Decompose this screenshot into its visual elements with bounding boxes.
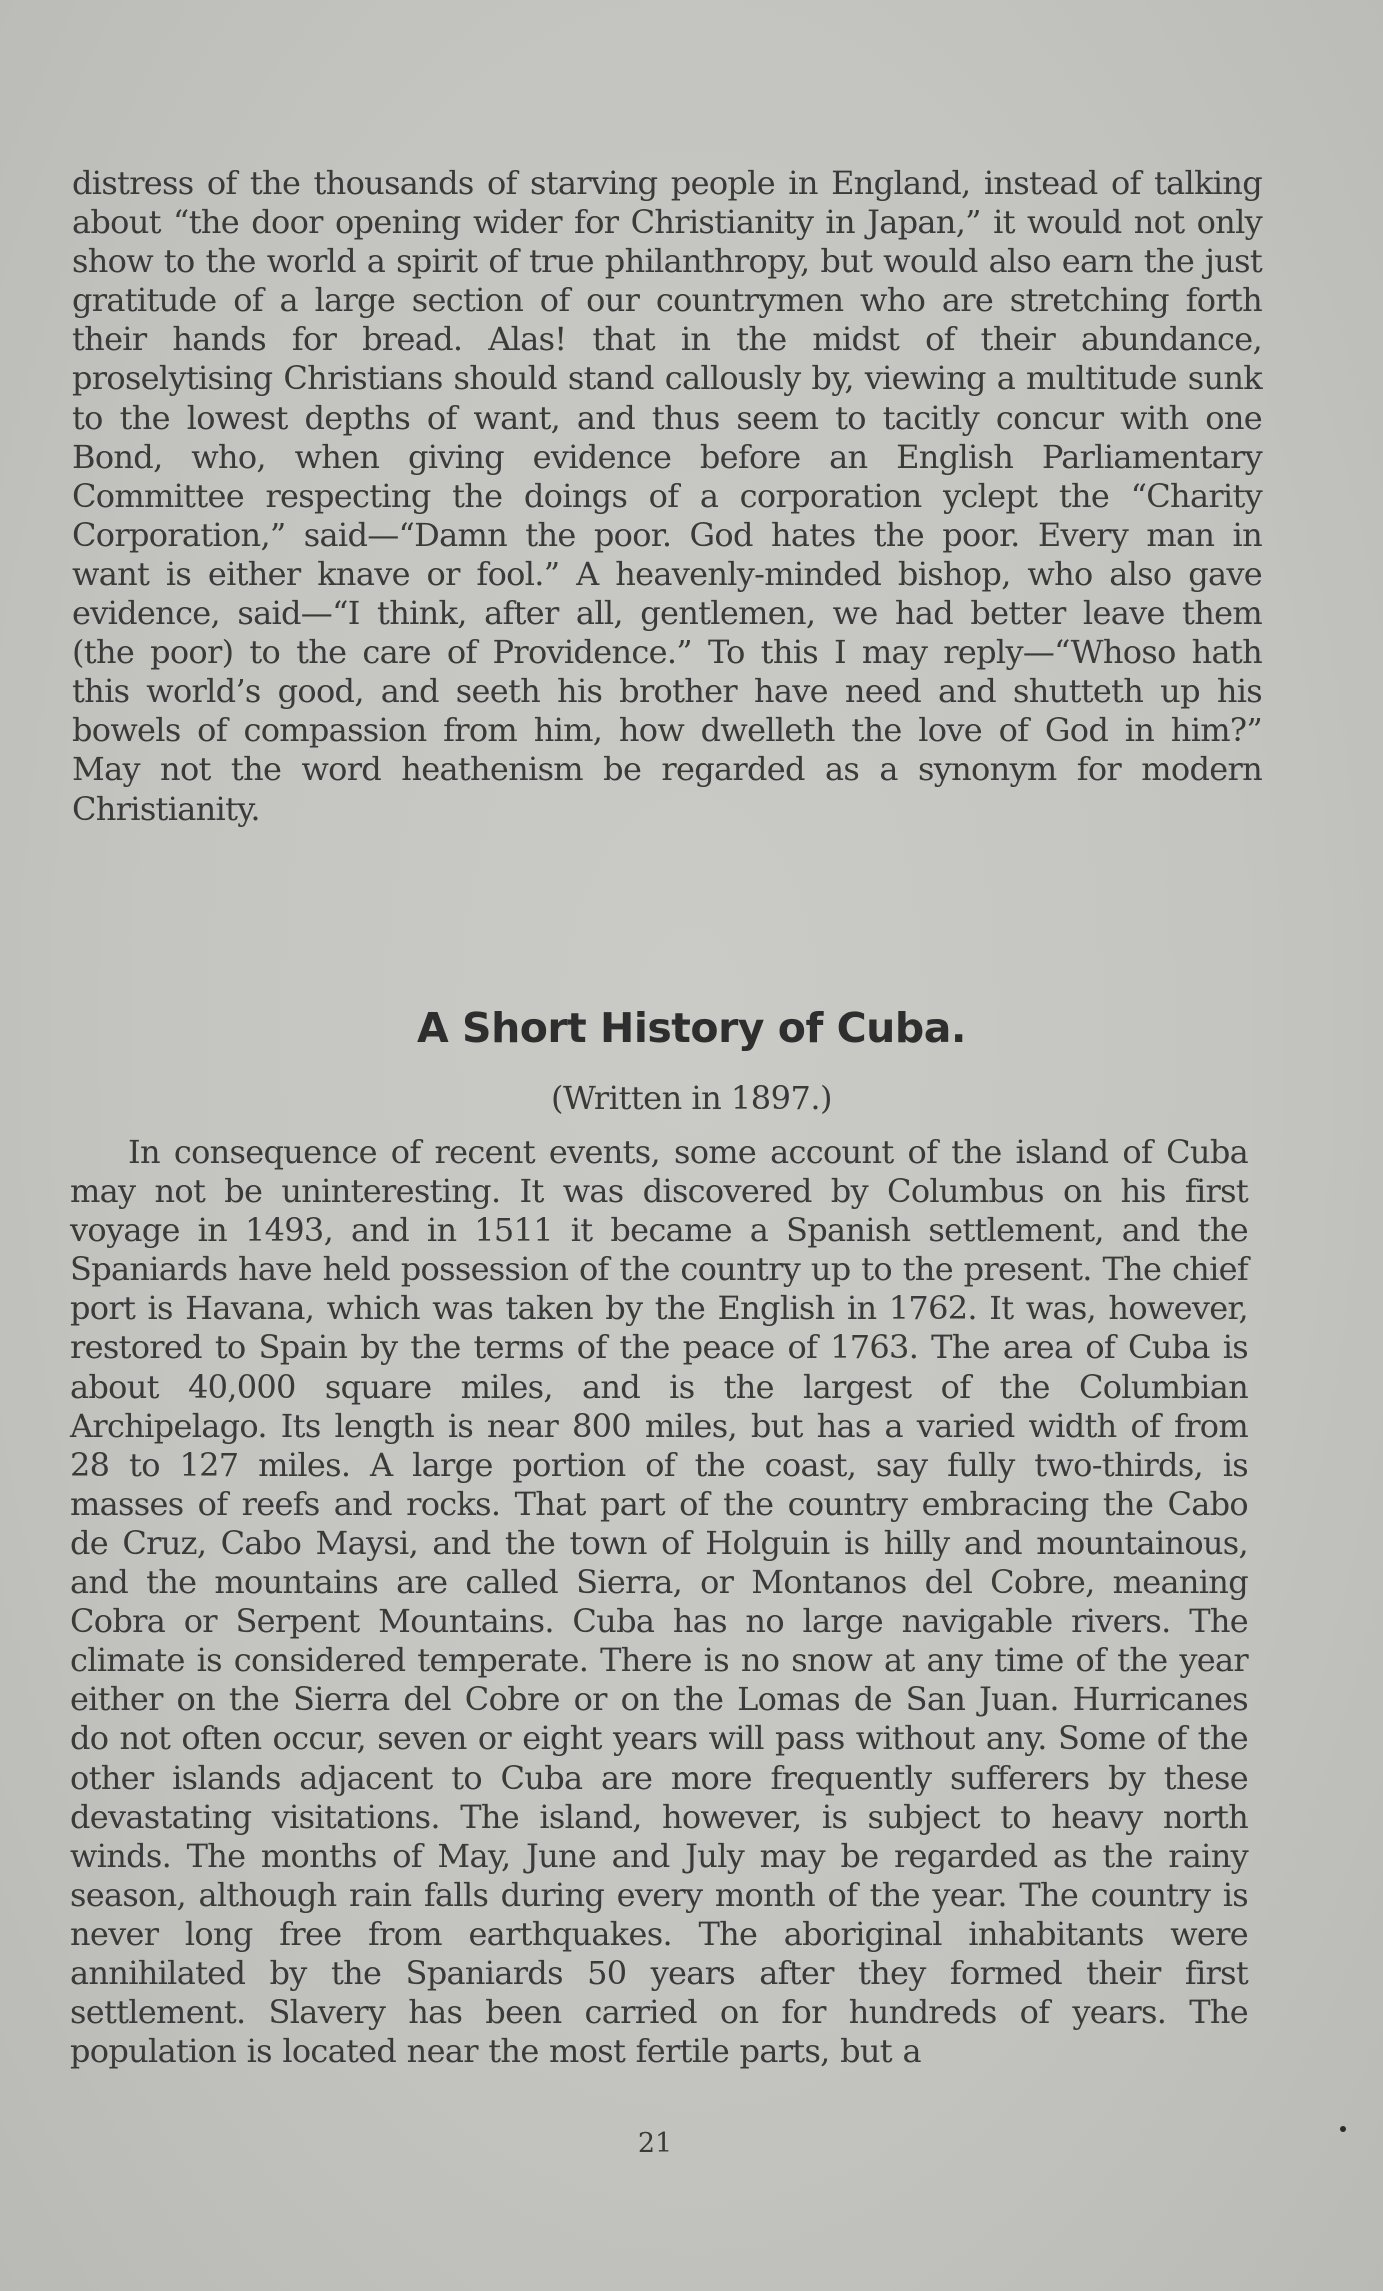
section-subtitle: (Written in 1897.) <box>550 1079 832 1117</box>
ink-speck <box>1340 2126 1346 2132</box>
intro-paragraph: distress of the thousands of starving people in England, instead of talking about “the door opening wider for Christianity in Japan,” it would not only show to the world a spirit of true philanthropy, but would also earn the just gratitude of a large section of our countrymen who are stretching forth their hands for bread. Alas! that in the midst of their abundance, proselytising Christians should stand callously by, viewing a multitude sunk to the lowest depths of want, and thus seem to tacitly concur with one Bond, who, when giving evidence before an English Parliamentary Committee respecting the doings of a corporation yclept the “Charity Corporation,” said—“Damn the poor. God hates the poor. Every man in want is either knave or fool.” A heavenly-minded bishop, who also gave evidence, said—“I think, after all, gentlemen, we had better leave them (the poor) to the care of Providence.” To this I may reply—“Whoso hath this world’s good, and seeth his brother have need and shutteth up his bowels of compassion from him, how dwelleth the love of God in him?” May not the word heathenism be regarded as a synonym for modern Christianity. <box>72 164 1262 828</box>
section-body-paragraph: In consequence of recent events, some account of the island of Cuba may not be uninteresting. It was discovered by Columbus on his first voyage in 1493, and in 1511 it became a Spanish settlement, and the Spaniards have held possession of the country up to the present. The chief port is Havana, which was taken by the English in 1762. It was, however, restored to Spain by the terms of the peace of 1763. The area of Cuba is about 40,000 square miles, and is the largest of the Columbian Archipelago. Its length is near 800 miles, but has a varied width of from 28 to 127 miles. A large portion of the coast, say fully two-thirds, is masses of reefs and rocks. That part of the country embracing the Cabo de Cruz, Cabo Maysi, and the town of Holguin is hilly and mountainous, and the mountains are called Sierra, or Montanos del Cobre, meaning Cobra or Serpent Mountains. Cuba has no large navigable rivers. The climate is considered temperate. There is no snow at any time of the year either on the Sierra del Cobre or on the Lomas de San Juan. Hurricanes do not often occur, seven or eight years will pass without any. Some of the other islands adjacent to Cuba are more frequently sufferers by these devastating visitations. The island, however, is subject to heavy north winds. The months of May, June and July may be regarded as the rainy season, although rain falls during every month of the year. The country is never long free from earthquakes. The aboriginal inhabitants were annihilated by the Spaniards 50 years after they formed their first settlement. Slavery has been carried on for hundreds of years. The population is located near the most fertile parts, but a <box>70 1133 1248 2071</box>
section-title: A Short History of Cuba. <box>417 1004 966 1052</box>
page-number: 21 <box>637 2128 673 2159</box>
